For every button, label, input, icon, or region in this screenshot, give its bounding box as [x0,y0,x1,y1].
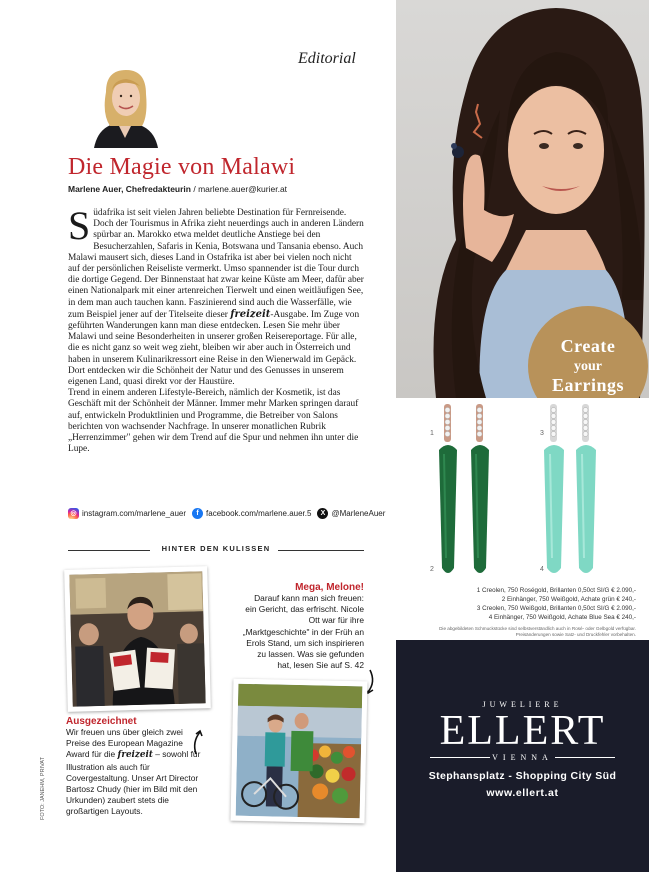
award-photo-image [69,571,205,706]
award-text-2: – sowohl für Illustration als auch für Covergestaltung. Unser Art Director Bartosz Chudy (hier im Bild mit den Urkunden) zaubert stets die großartigen Layouts. [66,749,201,817]
body-text-2: -Ausgabe. Im Zuge von geführten Wanderungen kann man diese entdecken. Lesen Sie mehr über Malawi und seine Besonderheiten in unserer großen Reisereportage. Für alle, die es nicht ganz so weit weg zieht, bleiben wir aber auch in Österreich und haben in unserem Kulinarikressort eine Reise in den Wienerwald im Gepäck. Dort entdecken wir die Schönheit der Natur und des Genusses in unserem eigenen Land, quasi direkt vor der Haustüre. [68,309,360,388]
dropcap: S [68,203,91,248]
divider-line-right [278,550,364,551]
instagram-icon: ◎ [68,508,79,519]
store-locations: Stephansplatz - Shopping City Süd [428,770,617,782]
mega-text: Darauf kann man sich freuen: ein Gericht, das erfrischt. Nicole Ott war für ihre „Marktgeschichte" in der Früh an Erols Stand, um sich inspirieren zu lassen. Was sie gefunden hat, lesen Sie auf S. 42 [242,593,364,671]
item-number-1: 1 [430,430,434,437]
market-photo-image [236,684,363,819]
headline: Die Magie von Malawi [68,154,296,180]
instagram-handle[interactable]: instagram.com/marlene_auer [82,509,187,518]
mega-title: Mega, Melone! [295,582,364,593]
product-specs [400,586,636,622]
badge-line-1: Create [560,336,616,356]
award-text-1: Wir freuen uns über gleich zwei Preise des European Magazine Award für die [66,727,183,760]
body-text-1: üdafrika ist seit vielen Jahren beliebte Destination für Fernreisende. Doch der Tourismus in Afrika zieht neuerdings auch in anderen Ländern spürbar an. Marokko etwa meldet deutliche Anstiege bei den Besucherzahlen, Safaris in Kenia, Botswana und Tansania ebenso. Auch Malawi mausert sich, dieses Land in Ostafrika ist aber bei vielen noch nicht auf der persönlichen Reiseliste vermerkt. Umso spannender ist die Tour durch die dortige Gegend. Der Binnenstaat hat zwar keine Küste am Meer, dafür aber einen Nationalpark mit einer artenreichen Tierwelt und einen weitläufigen See, in dem man auch tauchen kann. Faszinierend sind auch die Wasserfälle, wie zum Beispiel jener auf der Titelseite dieser [68,208,364,320]
facebook-icon: f [192,508,203,519]
award-freizeit: freizeit [117,750,153,761]
award-title: Ausgezeichnet [66,716,137,727]
instagram-link[interactable] [68,508,186,519]
byline [68,184,287,194]
freizeit-logo-text: freizeit [230,308,271,320]
social-links [68,508,385,519]
paragraph-2: Trend in einem anderen Lifestyle-Bereich, nämlich der Kosmetik, ist das Geschäft mit der Schönheit der Männer. Immer mehr Marken springen darauf auf, entwickeln Produktlinien und Programme, die Betreiber von Salons berichten von wachsender Nachfrage. In unserer monatlichen Rubrik „Herrenzimmer" gehen wir dem Trend auf die Spur und nehmen ihn unter die Lupe. [68,388,359,455]
item-number-2: 2 [430,566,434,573]
brand-website[interactable]: www.ellert.at [486,787,559,799]
curved-arrow-up-icon [190,728,206,756]
earrings-product-image [396,398,649,582]
mega-caption [242,582,364,671]
section-title: HINTER DEN KULISSEN [161,544,271,553]
spec-line-1: 1 Creolen, 750 Roségold, Brillanten 0,50ct SI/G € 2.090,- [476,587,636,594]
spec-line-2: 2 Einhänger, 750 Weißgold, Achate grün € 240,- [501,596,636,603]
brand-panel [396,640,649,872]
award-caption [66,716,204,818]
spec-line-4: 4 Einhänger, 750 Weißgold, Achate Blue Sea € 240,- [488,614,636,621]
badge-line-3: Earrings [551,375,624,395]
x-link[interactable] [317,508,385,519]
market-photo [231,679,368,824]
brand-city: VIENNA [492,753,553,762]
item-number-3: 3 [540,430,544,437]
x-handle[interactable]: @MarleneAuer [331,509,386,518]
vienna-rule-right [555,757,615,758]
brand-top-label: JUWELIERE [482,700,563,709]
x-icon: X [317,508,328,519]
badge-line-2: your [574,359,602,374]
author-portrait [84,64,166,148]
photo-credit: FOTO: JANEHM, PRIVAT [40,757,46,820]
author-name: Marlene Auer, Chefredakteurin [68,184,191,194]
facebook-link[interactable] [192,508,311,519]
brand-logo: ELLERT [439,708,606,754]
award-text [66,727,204,818]
section-label: Editorial [298,50,356,67]
author-email[interactable]: / marlene.auer@kurier.at [193,184,288,194]
facebook-handle[interactable]: facebook.com/marlene.auer.5 [206,509,312,518]
award-photo [64,566,211,712]
section-divider [68,544,364,556]
editorial-body [68,203,364,455]
paragraph-1 [68,203,364,388]
spec-line-3: 3 Creolen, 750 Weißgold, Brillanten 0,50ct SI/G € 2.090,- [476,605,636,612]
item-number-4: 4 [540,566,544,573]
ad-disclaimer: Die abgebildeten Schmuckstücke sind selbstverständlich auch in Rosé- oder Gelbgold verfügbar. Preisänderungen sowie Satz- und Druckfehler vorbehalten. [439,626,636,637]
